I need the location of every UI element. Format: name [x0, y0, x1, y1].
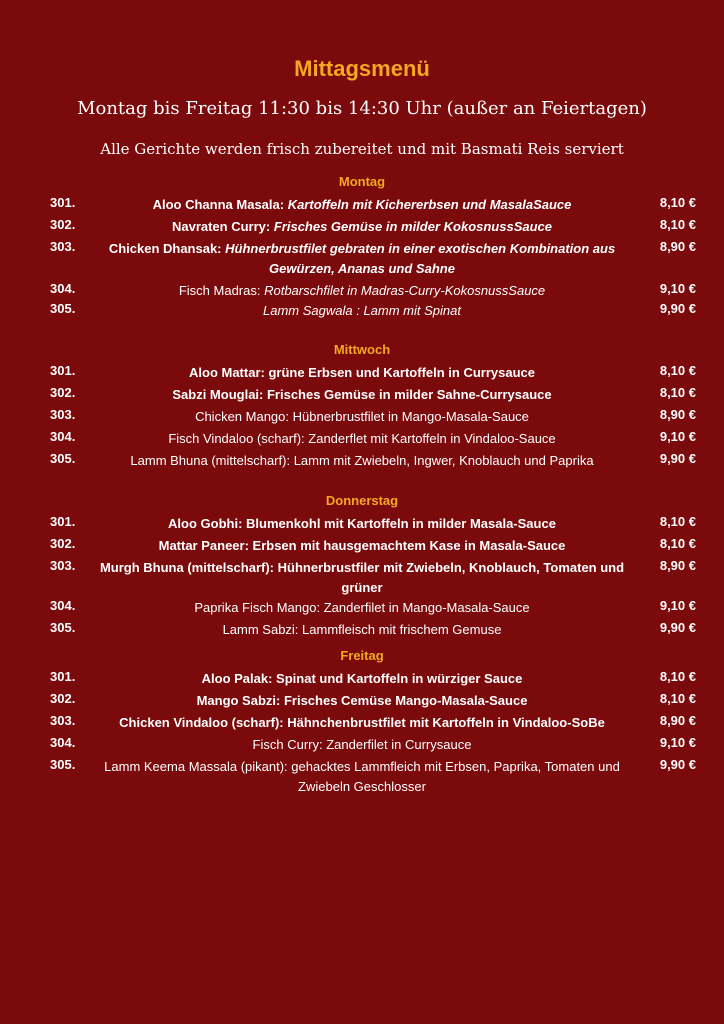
item-number: 305.: [50, 620, 76, 635]
item-price: 8,90 €: [659, 407, 696, 422]
item-price: 9,10 €: [659, 735, 696, 750]
item-number: 302.: [50, 385, 76, 400]
item-price: 8,10 €: [659, 669, 696, 684]
item-number: 301.: [50, 363, 76, 378]
item-price: 8,90 €: [659, 239, 696, 254]
item-number: 305.: [50, 301, 76, 316]
dish-description: Rotbarschfilet in Madras-Curry-KokosnussSauce: [260, 283, 546, 298]
day-section-mittwoch: [0, 342, 724, 473]
item-number: 304.: [50, 735, 76, 750]
menu-item: [0, 713, 724, 735]
item-number: 303.: [50, 713, 76, 728]
dish-name: Lamm Bhuna (mittelscharf):: [130, 453, 291, 468]
day-section-freitag: [0, 648, 724, 799]
dish-description: Frisches Gemüse in milder KokosnussSauce: [270, 219, 553, 234]
item-number: 305.: [50, 451, 76, 466]
item-number: 302.: [50, 691, 76, 706]
menu-item: [0, 385, 724, 407]
dish-description: Lammfleisch mit frischem Gemuse: [298, 622, 502, 637]
dish-description: Erbsen mit hausgemachtem Kase in Masala-Sauce: [248, 538, 566, 553]
menu-item: [0, 239, 724, 281]
item-number: 303.: [50, 558, 76, 573]
item-price: 8,10 €: [659, 536, 696, 551]
item-number: 303.: [50, 407, 76, 422]
menu-item: [0, 195, 724, 217]
dish-name: Mattar Paneer:: [158, 538, 249, 553]
dish-description: Kartoffeln mit Kichererbsen und MasalaSauce: [284, 197, 572, 212]
menu-item: [0, 536, 724, 558]
day-heading: Mittwoch: [333, 342, 391, 357]
item-price: 9,90 €: [659, 301, 696, 316]
dish-name: Lamm Sagwala :: [263, 303, 360, 318]
dish-description: Lamm mit Zwiebeln, Ingwer, Knoblauch und Paprika: [290, 453, 594, 468]
day-section-montag: [0, 174, 724, 321]
item-price: 8,10 €: [659, 514, 696, 529]
menu-item: [0, 281, 724, 301]
dish-name: Aloo Palak:: [201, 671, 273, 686]
menu-item: [0, 735, 724, 757]
item-price: 9,90 €: [659, 451, 696, 466]
item-number: 301.: [50, 669, 76, 684]
dish-name: Mango Sabzi:: [196, 693, 281, 708]
item-number: 304.: [50, 598, 76, 613]
dish-name: Chicken Mango:: [195, 409, 290, 424]
day-heading: Donnerstag: [325, 493, 399, 508]
page-title: Mittagsmenü: [294, 56, 430, 81]
menu-item: [0, 558, 724, 598]
item-number: 302.: [50, 536, 76, 551]
menu-item: [0, 407, 724, 429]
dish-description: Hähnchenbrustfilet mit Kartoffeln in Vindaloo-SoBe: [283, 715, 605, 730]
item-price: 8,10 €: [659, 385, 696, 400]
menu-item: [0, 620, 724, 642]
dish-name: Aloo Channa Masala:: [152, 197, 285, 212]
dish-description: Hühnerbrustfiler mit Zwiebeln, Knoblauch, Tomaten und grüner: [274, 560, 625, 595]
menu-item: [0, 301, 724, 321]
item-price: 9,90 €: [659, 757, 696, 772]
dish-description: Zanderfilet in Currysauce: [322, 737, 472, 752]
item-price: 8,90 €: [659, 558, 696, 573]
item-price: 9,10 €: [659, 598, 696, 613]
item-number: 302.: [50, 217, 76, 232]
day-heading: Freitag: [340, 648, 384, 663]
menu-item: [0, 514, 724, 536]
dish-name: Aloo Mattar:: [189, 365, 265, 380]
dish-description: Zanderfilet in Mango-Masala-Sauce: [320, 600, 530, 615]
item-number: 301.: [50, 195, 76, 210]
item-number: 304.: [50, 281, 76, 296]
item-number: 301.: [50, 514, 76, 529]
item-price: 8,10 €: [659, 363, 696, 378]
menu-item: [0, 669, 724, 691]
dish-name: Fisch Vindaloo (scharf):: [168, 431, 305, 446]
dish-description: Hübnerbrustfilet in Mango-Masala-Sauce: [289, 409, 529, 424]
item-price: 8,10 €: [659, 217, 696, 232]
dish-name: Chicken Dhansak:: [108, 241, 222, 256]
menu-item: [0, 363, 724, 385]
dish-description: gehacktes Lammfleich mit Erbsen, Paprika, Tomaten und Zwiebeln Geschlosser: [287, 759, 620, 794]
item-price: 8,90 €: [659, 713, 696, 728]
item-price: 9,10 €: [659, 281, 696, 296]
menu-item: [0, 217, 724, 239]
day-heading: Montag: [338, 174, 386, 189]
dish-name: Paprika Fisch Mango:: [194, 600, 321, 615]
dish-name: Fisch Curry:: [252, 737, 323, 752]
menu-item: [0, 598, 724, 620]
dish-name: Navraten Curry:: [171, 219, 271, 234]
item-number: 304.: [50, 429, 76, 444]
day-section-donnerstag: [0, 493, 724, 642]
dish-description: Spinat und Kartoffeln in würziger Sauce: [272, 671, 523, 686]
dish-description: Lamm mit Spinat: [359, 303, 461, 318]
dish-name: Chicken Vindaloo (scharf):: [119, 715, 284, 730]
dish-description: Blumenkohl mit Kartoffeln in milder Masala-Sauce: [242, 516, 556, 531]
item-price: 8,10 €: [659, 691, 696, 706]
item-price: 9,90 €: [659, 620, 696, 635]
item-number: 303.: [50, 239, 76, 254]
menu-item: [0, 691, 724, 713]
dish-name: Lamm Keema Massala (pikant):: [104, 759, 288, 774]
dish-name: Lamm Sabzi:: [222, 622, 299, 637]
item-price: 8,10 €: [659, 195, 696, 210]
menu-item: [0, 451, 724, 473]
item-price: 9,10 €: [659, 429, 696, 444]
dish-description: Frisches Gemüse in milder Sahne-Currysauce: [263, 387, 552, 402]
dish-name: Sabzi Mouglai:: [172, 387, 264, 402]
item-number: 305.: [50, 757, 76, 772]
menu-item: [0, 757, 724, 799]
menu-item: [0, 429, 724, 451]
serving-note: Alle Gerichte werden frisch zubereitet und mit Basmati Reis serviert: [100, 140, 624, 158]
dish-description: Zanderflet mit Kartoffeln in Vindaloo-Sauce: [304, 431, 556, 446]
dish-name: Murgh Bhuna (mittelscharf):: [99, 560, 274, 575]
opening-hours: Montag bis Freitag 11:30 bis 14:30 Uhr (außer an Feiertagen): [77, 98, 647, 119]
dish-description: grüne Erbsen und Kartoffeln in Currysauce: [264, 365, 535, 380]
dish-name: Fisch Madras:: [178, 283, 261, 298]
dish-description: Hühnerbrustfilet gebraten in einer exotischen Kombination aus Gewürzen, Ananas und Sahne: [221, 241, 616, 276]
dish-description: Frisches Cemüse Mango-Masala-Sauce: [280, 693, 528, 708]
dish-name: Aloo Gobhi:: [168, 516, 243, 531]
